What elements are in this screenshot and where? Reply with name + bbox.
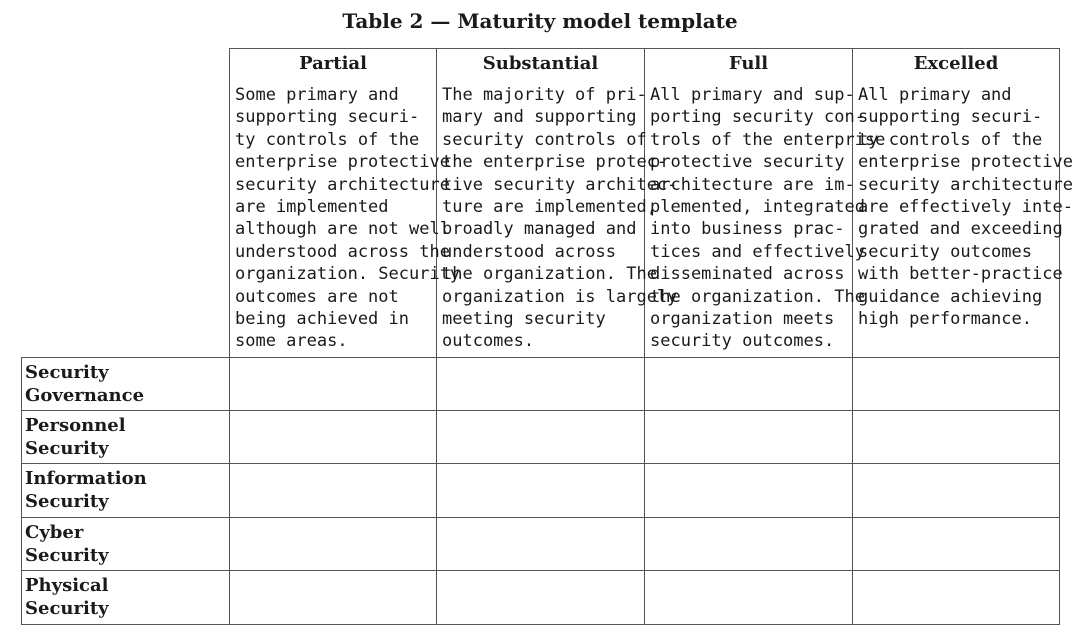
table-border-left (21, 357, 22, 625)
table-border-bottom (21, 624, 1060, 625)
row-header-cyber-security: Cyber Security (25, 522, 109, 566)
description-substantial: The majority of pri- mary and supporting security controls of the enterprise protec- tive security architec- ture are implemented, broadly managed and understood across the organization. The organization is largely meeting security outcomes. (442, 85, 678, 352)
table-cell (645, 358, 852, 410)
table-cell (645, 571, 852, 624)
row-header-information-security: Information Security (25, 468, 147, 512)
column-header-excelled: Excelled (913, 53, 999, 74)
table-cell (853, 464, 1059, 517)
table-title: Table 2 — Maturity model template (342, 9, 738, 33)
table-cell (437, 464, 644, 517)
row-header-personnel-security: Personnel Security (25, 415, 126, 459)
table-cell (230, 464, 436, 517)
row-header-physical-security: Physical Security (25, 575, 109, 619)
table-cell (645, 411, 852, 463)
table-cell (230, 518, 436, 570)
table-cell (437, 411, 644, 463)
table-cell (437, 518, 644, 570)
table-cell (230, 571, 436, 624)
description-partial: Some primary and supporting securi- ty controls of the enterprise protective security architecture are implemented although are not well understood across the organization. Security outcomes are not being achieved in some areas. (235, 85, 461, 352)
description-full: All primary and sup- porting security con- trols of the enterprise protective security architecture are im- plemented, integrated into business prac- tices and effectively disseminated across the organization. The organization meets security outcomes. (650, 85, 886, 352)
table-cell (853, 358, 1059, 410)
table-cell (230, 358, 436, 410)
column-header-full: Full (728, 53, 769, 74)
table-cell (437, 571, 644, 624)
row-header-security-governance: Security Governance (25, 362, 145, 406)
table-cell (853, 411, 1059, 463)
table-cell (645, 464, 852, 517)
table-cell (853, 571, 1059, 624)
column-header-partial: Partial (299, 53, 367, 74)
table-cell (230, 411, 436, 463)
table-cell (645, 518, 852, 570)
description-excelled: All primary and supporting securi- ty controls of the enterprise protective security architecture are effectively inte- grated and exceeding security outcomes with better-practice guidance achieving high performance. (858, 85, 1073, 330)
table-cell (437, 358, 644, 410)
table-cell (853, 518, 1059, 570)
column-header-substantial: Substantial (482, 53, 599, 74)
